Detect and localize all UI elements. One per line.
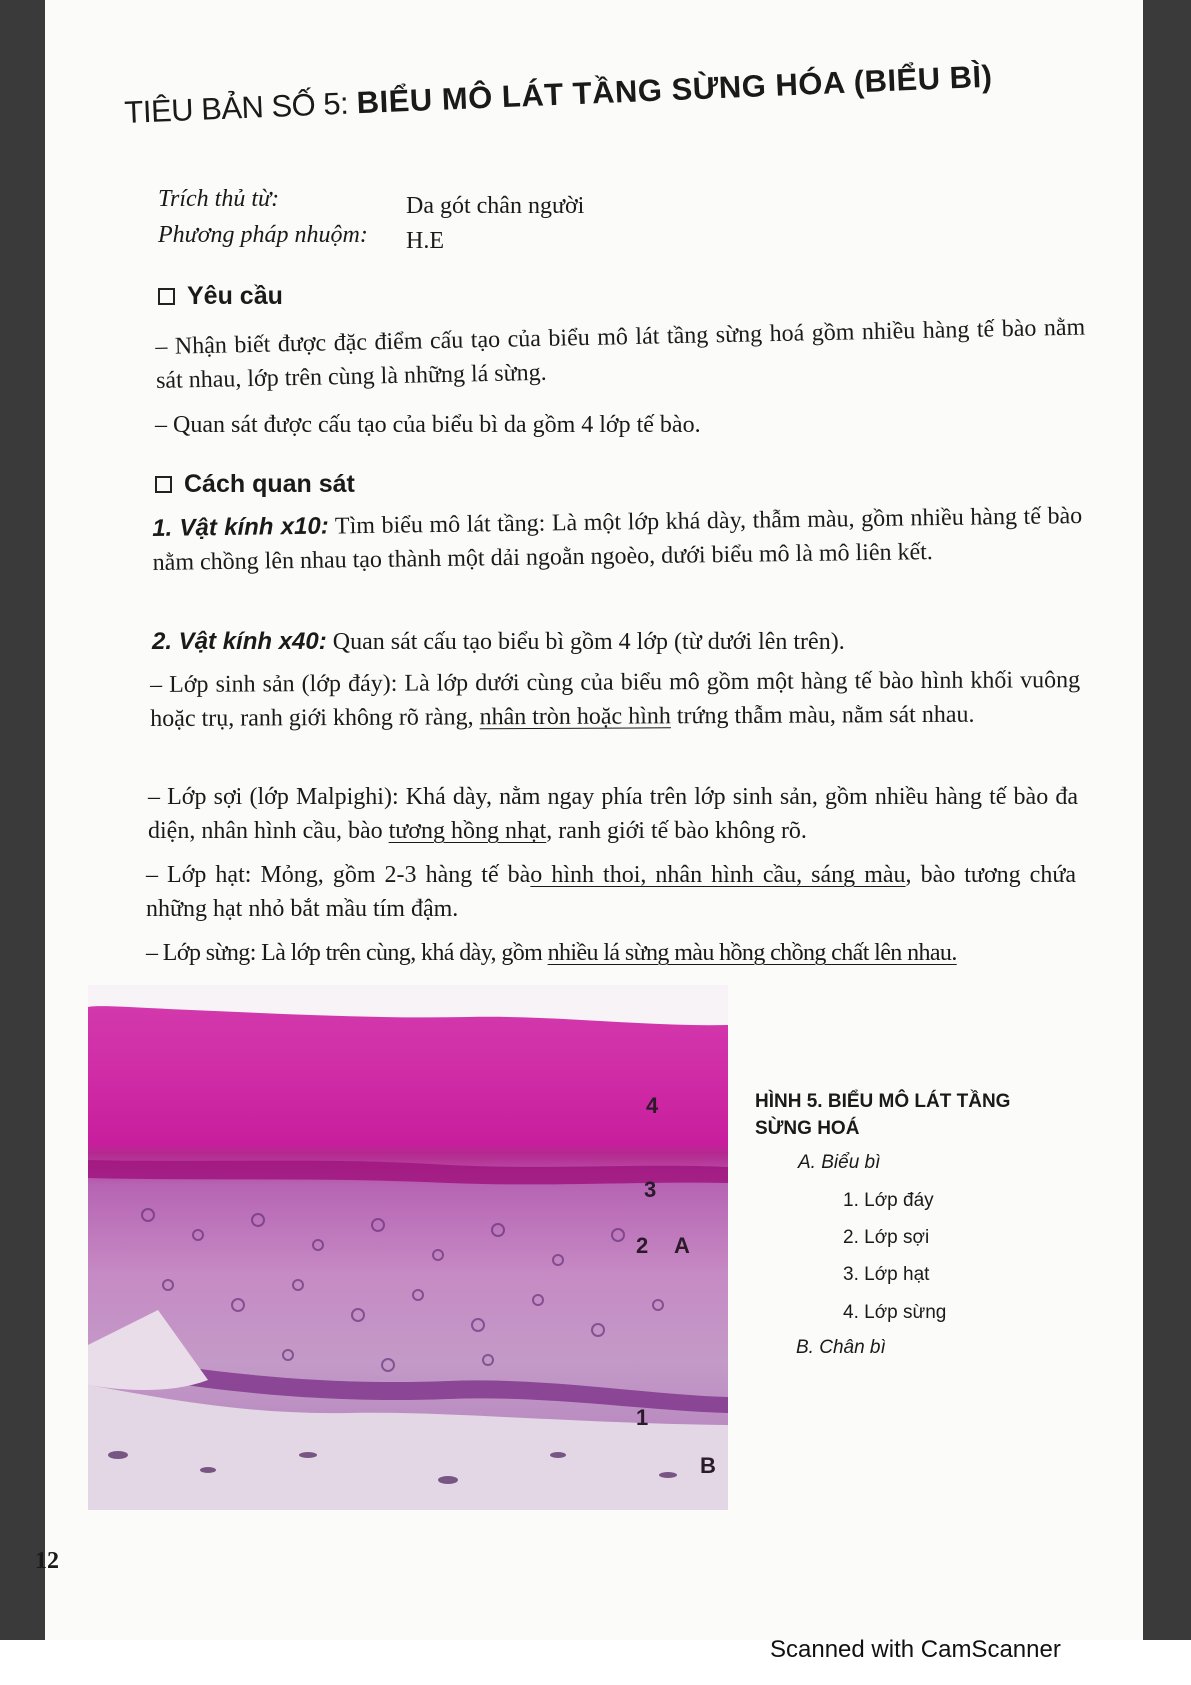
layer-granular: – Lớp hạt: Mỏng, gồm 2-3 hàng tế bào hình thoi, nhân hình cầu, sáng màu, bào tương chứa những hạt nhỏ bắt mầu tím đậm.	[146, 862, 1076, 922]
micrograph-svg	[88, 985, 728, 1510]
layer-basal: – Lớp sinh sản (lớp đáy): Là lớp dưới cùng của biểu mô gồm một hàng tế bào hình khối vuông hoặc trụ, ranh giới không rõ ràng, nhân tròn hoặc hình trứng thẫm màu, nằm sát nhau.	[150, 667, 1081, 732]
title-main: BIỂU MÔ LÁT TẦNG SỪNG HÓA (BIỂU BÌ)	[356, 58, 994, 121]
step-2-text: Quan sát cấu tạo biểu bì gồm 4 lớp (từ dưới lên trên).	[326, 629, 845, 655]
figure-item-1: 1. Lớp đáy	[843, 1190, 934, 1211]
figure-label-2: 2	[636, 1233, 649, 1258]
observation-heading	[155, 470, 355, 499]
layer-spinous: – Lớp sợi (lớp Malpighi): Khá dày, nằm ngay phía trên lớp sinh sản, gồm nhiều hàng tế bào đa diện, nhân hình cầu, bào tương hồng nhạt, ranh giới tế bào không rõ.	[148, 784, 1078, 844]
figure-label-a: A	[674, 1233, 690, 1258]
micrograph-image	[88, 985, 728, 1510]
observation-heading-text: Cách quan sát	[184, 470, 355, 498]
figure-caption-title: HÌNH 5. BIỂU MÔ LÁT TẦNG SỪNG HOÁ	[755, 1091, 1011, 1139]
title-prefix: TIÊU BẢN SỐ 5:	[123, 85, 349, 130]
meta-value-source: Da gót chân người	[406, 193, 585, 219]
figure-item-4: 4. Lớp sừng	[843, 1302, 947, 1323]
requirement-item-1: – Nhận biết được đặc điểm cấu tạo của biểu mô lát tầng sừng hoá gồm nhiều hàng tế bào nằm sát nhau, lớp trên cùng là những lá sừng.	[155, 314, 1086, 394]
meta-value-stain: H.E	[406, 228, 444, 254]
requirements-heading	[158, 282, 283, 311]
figure-item-2: 2. Lớp sợi	[843, 1227, 930, 1248]
step-1-lead: 1. Vật kính x10:	[152, 512, 329, 542]
figure-label-4: 4	[646, 1093, 659, 1118]
checkbox-square-icon	[155, 476, 172, 493]
step-1-text: Tìm biểu mô lát tầng: Là một lớp khá dày, thẫm màu, gồm nhiều hàng tế bào nằm chồng lên nhau tạo thành một dải ngoằn ngoèo, dưới biểu mô là mô liên kết.	[152, 503, 1083, 576]
figure-item-3: 3. Lớp hạt	[843, 1264, 930, 1285]
layer-corneum: – Lớp sừng: Là lớp trên cùng, khá dày, gồm nhiều lá sừng màu hồng chồng chất lên nhau.	[146, 940, 957, 966]
figure-label-b: B	[700, 1453, 716, 1478]
figure-group-a: A. Biểu bì	[798, 1152, 881, 1173]
figure-label-1: 1	[636, 1405, 649, 1430]
checkbox-square-icon	[158, 288, 175, 305]
step-2-lead: 2. Vật kính x40:	[152, 628, 327, 655]
step-1	[152, 499, 1083, 580]
figure-group-b: B. Chân bì	[796, 1337, 886, 1358]
requirement-item-2: – Quan sát được cấu tạo của biểu bì da gồm 4 lớp tế bào.	[155, 412, 701, 438]
figure-label-3: 3	[644, 1177, 657, 1202]
step-2	[152, 625, 1082, 659]
meta-label-source: Trích thủ từ:	[158, 186, 280, 212]
page-number: 12	[35, 1548, 59, 1574]
scanner-watermark: Scanned with CamScanner	[770, 1636, 1061, 1663]
requirements-heading-text: Yêu cầu	[187, 282, 283, 310]
meta-label-stain: Phương pháp nhuộm:	[158, 222, 368, 248]
